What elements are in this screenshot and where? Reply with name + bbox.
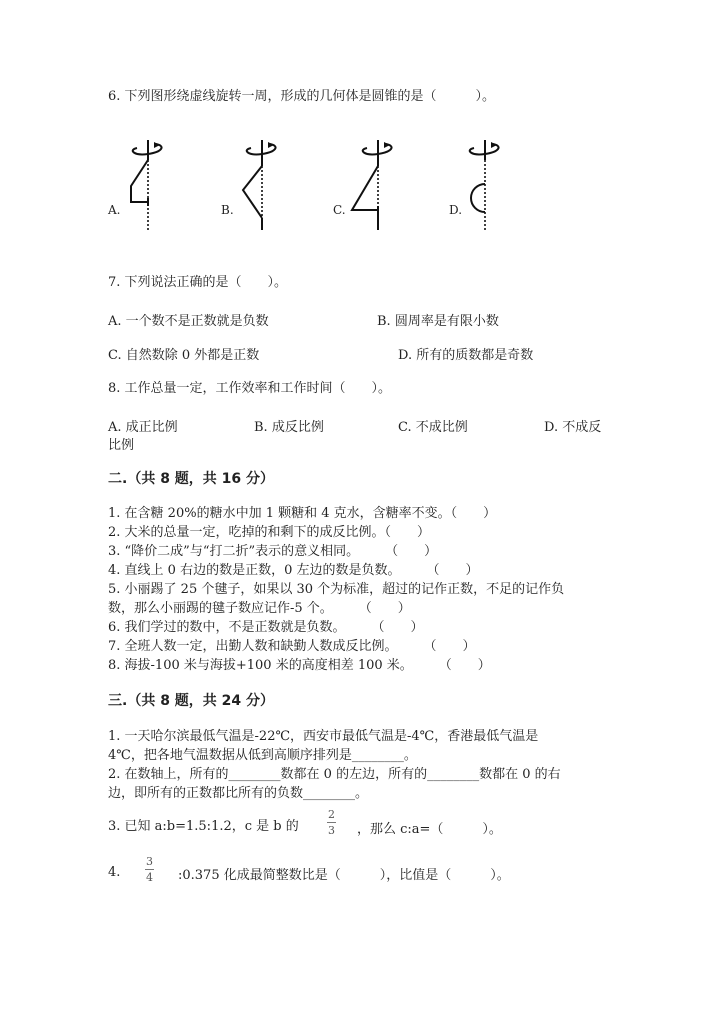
- s3-q3-prefix: 3. 已知 a:b=1.5:1.2，c 是 b 的: [108, 819, 299, 834]
- figure-a-icon: [126, 140, 176, 230]
- s3-item-2: 2. 在数轴上，所有的________数都在 0 的左边，所有的________数都在 0 的右: [108, 767, 561, 782]
- figure-d-icon: [463, 140, 513, 230]
- section2-heading: 二.（共 8 题，共 16 分）: [108, 471, 275, 487]
- q7-option-c: C. 自然数除 0 外都是正数: [108, 348, 260, 363]
- s2-item-3: 3. “降价二成”与“打二折”表示的意义相同。 （ ）: [108, 544, 438, 559]
- s2-item-2: 2. 大米的总量一定，吃掉的和剩下的成反比例。（ ）: [108, 525, 431, 540]
- q8-stem: 8. 工作总量一定，工作效率和工作时间（ ）。: [108, 381, 392, 396]
- s2-item-6: 6. 我们学过的数中，不是正数就是负数。 （ ）: [108, 620, 424, 635]
- figure-b-icon: [240, 140, 290, 230]
- s3-item-1: 1. 一天哈尔滨最低气温是-22℃，西安市最低气温是-4℃，香港最低气温是: [108, 729, 539, 744]
- figure-c-icon: [356, 140, 406, 230]
- q6-option-d: D.: [449, 203, 463, 217]
- s2-item-8: 8. 海拔-100 米与海拔+100 米的高度相差 100 米。 （ ）: [108, 658, 491, 673]
- s2-item-1: 1. 在含糖 20%的糖水中加 1 颗糖和 4 克水，含糖率不变。（ ）: [108, 506, 497, 521]
- s3-item-1-cont: 4℃，把各地气温数据从低到高顺序排列是________。: [108, 748, 417, 763]
- q8-option-c: C. 不成比例: [398, 420, 468, 435]
- fraction-denominator: 3: [328, 824, 335, 837]
- q6-option-c: C.: [333, 203, 346, 217]
- section3-heading: 三.（共 8 题，共 24 分）: [108, 693, 275, 709]
- fraction-numerator: 3: [146, 855, 153, 868]
- s3-item-2-cont: 边，即所有的正数都比所有的负数________。: [108, 786, 369, 801]
- s2-item-5-cont: 数，那么小丽踢的毽子数应记作-5 个。 （ ）: [108, 601, 411, 616]
- q8-option-d-wrap: 比例: [108, 438, 135, 453]
- q7-stem: 7. 下列说法正确的是（ ）。: [108, 275, 288, 290]
- q7-option-b: B. 圆周率是有限小数: [377, 314, 499, 329]
- q7-option-d: D. 所有的质数都是奇数: [398, 348, 534, 363]
- fraction-denominator: 4: [146, 871, 153, 884]
- s3-q3-suffix: ，那么 c:a=（ ）。: [357, 822, 502, 837]
- s3-q4-prefix: 4.: [108, 865, 121, 880]
- s3-q4-fraction: [145, 855, 154, 884]
- q8-option-d: D. 不成反: [544, 420, 602, 435]
- q6-stem: 6. 下列图形绕虚线旋转一周，形成的几何体是圆锥的是（ ）。: [108, 89, 496, 104]
- s3-q3-fraction: [327, 808, 336, 837]
- s2-item-4: 4. 直线上 0 右边的数是正数，0 左边的数是负数。 （ ）: [108, 563, 479, 578]
- s3-q4-suffix: :0.375 化成最简整数比是（ ），比值是（ ）。: [178, 868, 510, 883]
- q8-option-a: A. 成正比例: [108, 420, 178, 435]
- q6-option-a: A.: [108, 203, 121, 217]
- fraction-numerator: 2: [328, 808, 335, 821]
- q8-option-b: B. 成反比例: [254, 420, 324, 435]
- s2-item-7: 7. 全班人数一定，出勤人数和缺勤人数成反比例。 （ ）: [108, 639, 476, 654]
- s2-item-5: 5. 小丽踢了 25 个毽子，如果以 30 个为标准，超过的记作正数，不足的记作负: [108, 582, 565, 597]
- q7-option-a: A. 一个数不是正数就是负数: [108, 314, 269, 329]
- q6-option-b: B.: [221, 203, 234, 217]
